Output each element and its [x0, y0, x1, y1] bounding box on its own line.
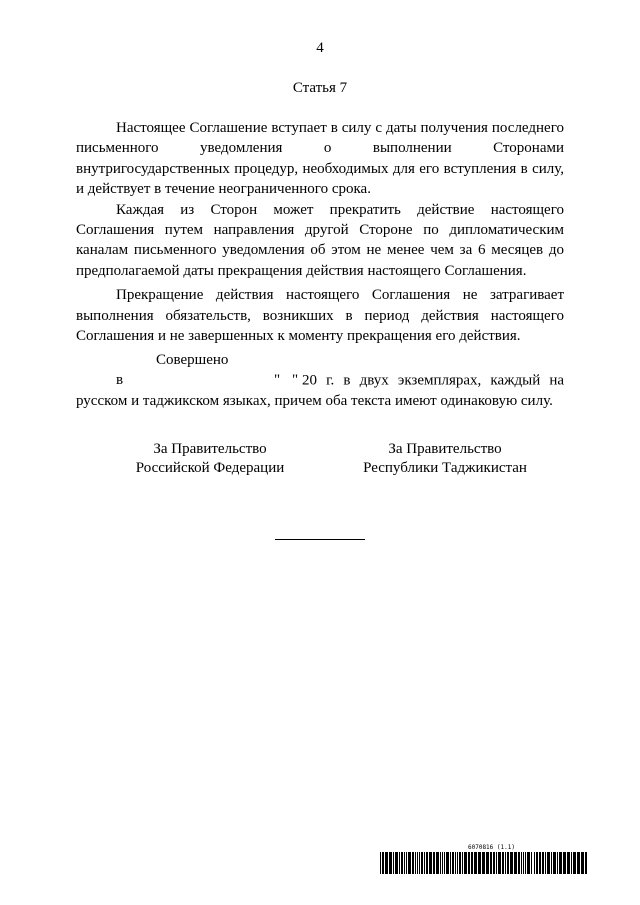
barcode-bar [421, 852, 423, 874]
barcode-bar [464, 852, 467, 874]
barcode-bar [559, 852, 562, 874]
barcode-bar [471, 852, 473, 874]
barcode-bar [429, 852, 432, 874]
barcode-bar [393, 852, 394, 874]
article-body [76, 118, 564, 346]
barcode-bar [395, 852, 398, 874]
signature-tajikistan-line1: За Правительство [388, 441, 502, 457]
barcode-bar [440, 852, 441, 874]
barcode-bar [474, 852, 477, 874]
signature-block-russia [100, 440, 320, 478]
barcode-bar [389, 852, 392, 874]
barcode-bar [539, 852, 541, 874]
barcode-bar [412, 852, 414, 874]
barcode-bar [557, 852, 558, 874]
barcode-image [380, 852, 589, 874]
barcode-bar [455, 852, 456, 874]
barcode-bar [452, 852, 454, 874]
page-number: 4 [316, 40, 324, 56]
signature-russia-line1: За Правительство [153, 441, 267, 457]
paragraph-entry-into-force: Настоящее Соглашение вступает в силу с даты получения последнего письменного уведомления о выполнении Сторонами внутригосударственных процедур, необходимых для его вступления в силу, и действует в течение неограниченного срока. [76, 120, 564, 198]
barcode-bar [531, 852, 532, 874]
barcode-bar [444, 852, 445, 874]
barcode-bar [521, 852, 522, 874]
barcode-bar [406, 852, 407, 874]
barcode-bar [490, 852, 492, 874]
barcode-bar [585, 852, 587, 874]
barcode-bar [581, 852, 584, 874]
barcode-bar [424, 852, 425, 874]
barcode-bar [571, 852, 572, 874]
end-divider [275, 539, 365, 540]
barcode-bar [493, 852, 495, 874]
barcode-bar [415, 852, 416, 874]
barcode-bar [563, 852, 566, 874]
barcode-bar [436, 852, 439, 874]
barcode-bar [534, 852, 535, 874]
barcode-bar [404, 852, 405, 874]
article-title: Статья 7 [292, 80, 348, 96]
barcode-bar [547, 852, 550, 874]
barcode-bar [496, 852, 497, 874]
barcode-bar [577, 852, 580, 874]
barcode-bar [536, 852, 538, 874]
barcode-bar [514, 852, 517, 874]
closing-quote-open: " [274, 372, 281, 389]
barcode-bar [545, 852, 546, 874]
barcode-bar [478, 852, 481, 874]
barcode-bar [462, 852, 463, 874]
barcode-bar [399, 852, 400, 874]
paragraph-obligations: Прекращение действия настоящего Соглашения не затрагивает выполнения обязательств, возникших в период действия настоящего Соглашения и не завершенных к моменту прекращения его действия. [76, 287, 564, 345]
barcode-bar [482, 852, 485, 874]
barcode-bar [442, 852, 443, 874]
barcode-bar [426, 852, 428, 874]
barcode-bar [553, 852, 556, 874]
barcode-bar [419, 852, 420, 874]
closing-clause [76, 350, 564, 411]
signature-tajikistan-line2: Республики Таджикистан [363, 460, 527, 476]
barcode-bar [401, 852, 403, 874]
barcode-bar [518, 852, 520, 874]
barcode-bar [523, 852, 524, 874]
barcode-bar [525, 852, 526, 874]
barcode-bar [551, 852, 552, 874]
barcode-bar [567, 852, 570, 874]
barcode [380, 852, 589, 874]
barcode-bar [446, 852, 449, 874]
barcode-bar [527, 852, 530, 874]
barcode-bar [408, 852, 411, 874]
barcode-bar [498, 852, 501, 874]
barcode-bar [486, 852, 489, 874]
barcode-bar [459, 852, 461, 874]
barcode-bar [385, 852, 388, 874]
barcode-bar [450, 852, 451, 874]
barcode-bar [457, 852, 458, 874]
barcode-bar [417, 852, 418, 874]
barcode-bar [468, 852, 470, 874]
barcode-bar [542, 852, 544, 874]
closing-text: 20 г. в двух экземплярах, каждый на русском и таджикском языках, причем оба текста имеют одинаковую силу. [76, 372, 564, 409]
barcode-bar [573, 852, 576, 874]
barcode-bar [510, 852, 513, 874]
barcode-bar [382, 852, 384, 874]
closing-quote-close: " [292, 372, 299, 389]
closing-place-label: Совершено в [116, 352, 229, 389]
barcode-bar [502, 852, 504, 874]
barcode-bar [433, 852, 435, 874]
barcode-bar [505, 852, 506, 874]
barcode-bar [380, 852, 381, 874]
barcode-code: 6070816 (1.1) [468, 844, 515, 851]
paragraph-termination: Каждая из Сторон может прекратить действие настоящего Соглашения путем направления другой Стороне по дипломатическим каналам письменного уведомления об этом не менее чем за 6 месяцев до предполагаемой даты прекращения действия настоящего Соглашения. [76, 201, 564, 279]
signature-russia-line2: Российской Федерации [135, 460, 285, 476]
barcode-bar [507, 852, 509, 874]
signature-block-tajikistan [335, 440, 555, 478]
